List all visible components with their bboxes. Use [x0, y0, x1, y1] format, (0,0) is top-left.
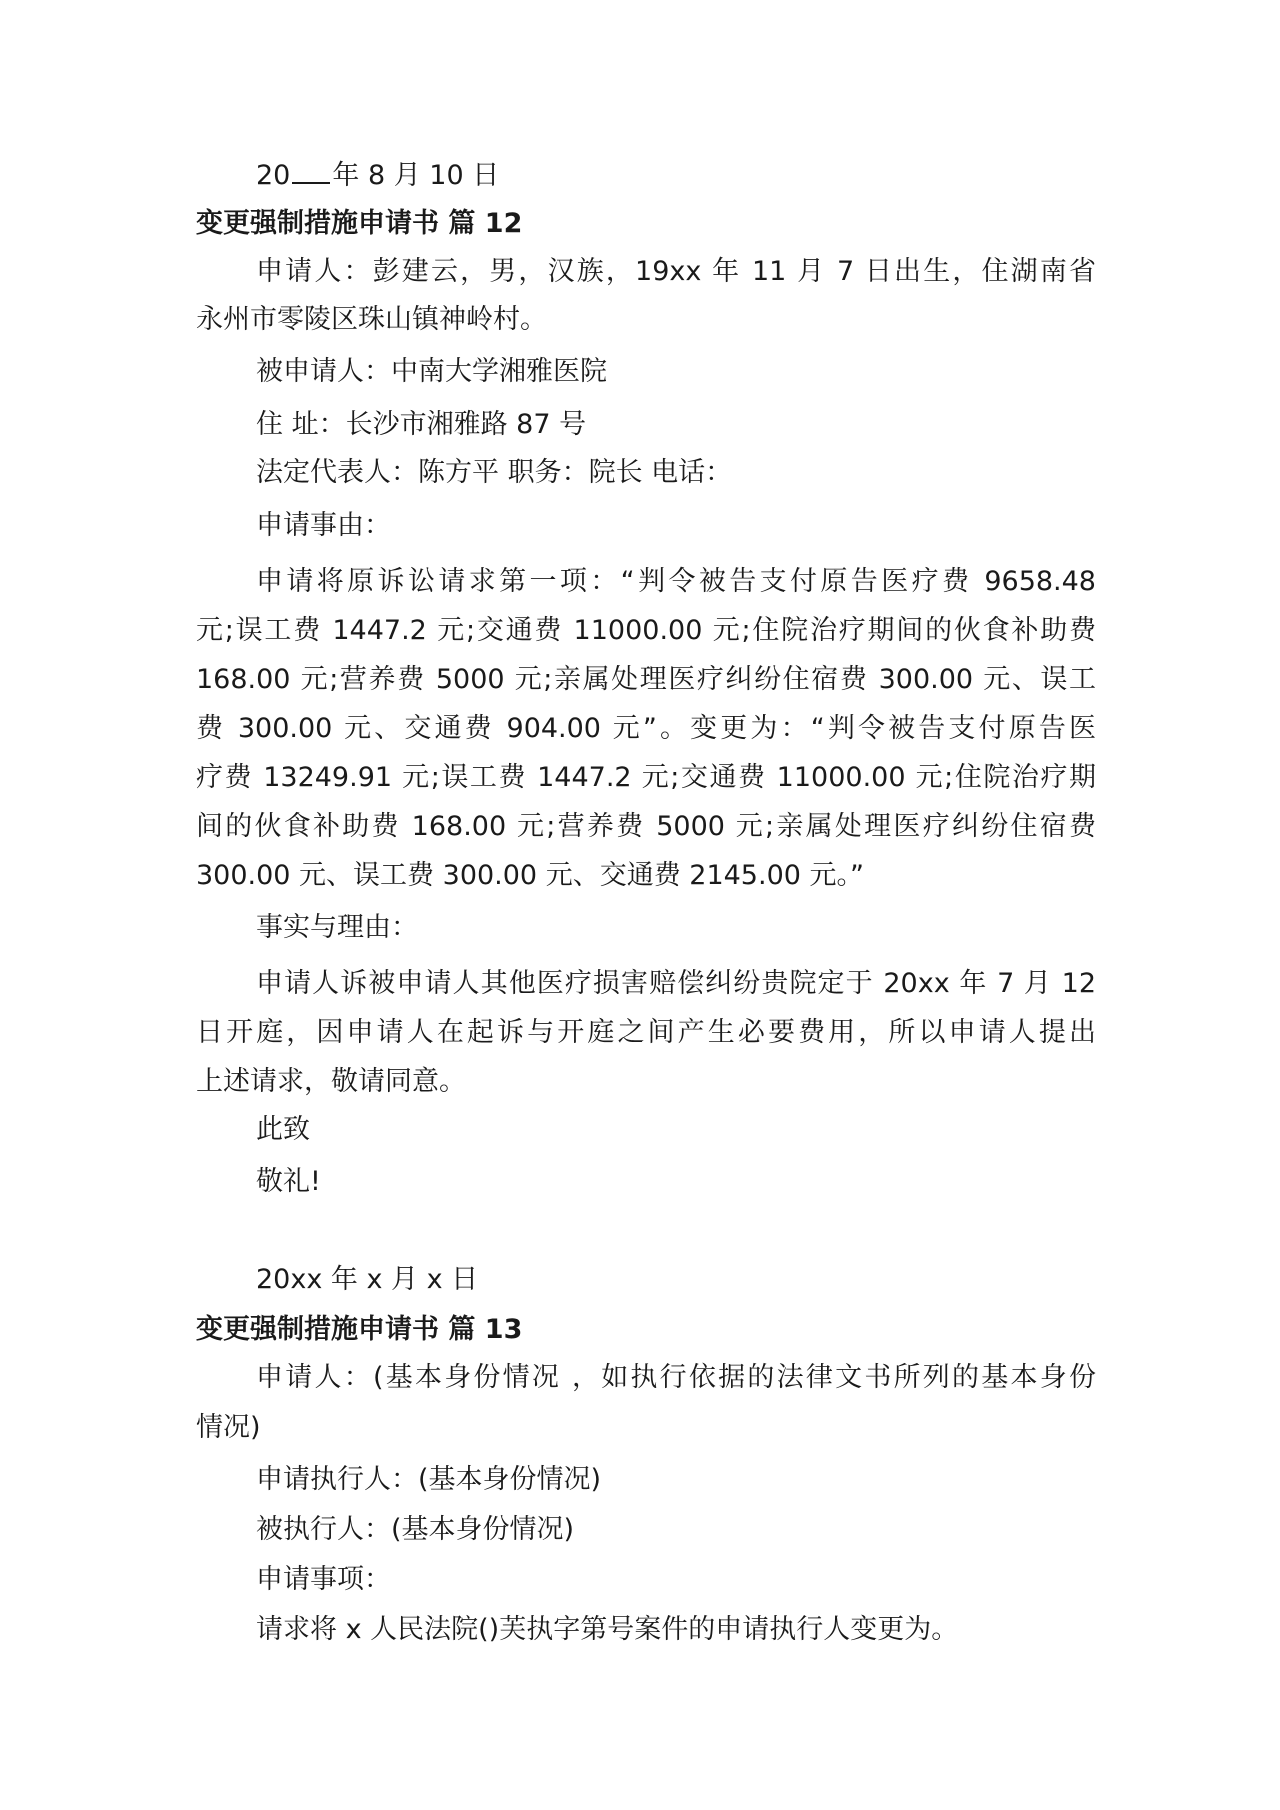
- s12-request-line-6: 间的伙食补助费 168.00 元;营养费 5000 元;亲属处理医疗纠纷住宿费: [196, 811, 1096, 842]
- s13-applicant-line-1: 申请人：(基本身份情况 ，如执行依据的法律文书所列的基本身份: [256, 1362, 1096, 1393]
- s12-request-line-2: 元;误工费 1447.2 元;交通费 11000.00 元;住院治疗期间的伙食补助费: [196, 615, 1096, 646]
- s12-request-line-3: 168.00 元;营养费 5000 元;亲属处理医疗纠纷住宿费 300.00 元、误工: [196, 664, 1096, 695]
- s12-facts-heading: 事实与理由：: [256, 912, 418, 943]
- s13-applicant-line-2: 情况): [196, 1412, 261, 1443]
- s12-reason-heading: 申请事由：: [256, 510, 391, 541]
- s12-applicant-line-2: 永州市零陵区珠山镇神岭村。: [196, 304, 547, 335]
- date-prefix: 20: [256, 160, 291, 191]
- s13-exec-applicant: 申请执行人：(基本身份情况): [256, 1464, 602, 1495]
- s12-request-line-1: 申请将原诉讼请求第一项：“判令被告支付原告医疗费 9658.48: [256, 566, 1096, 597]
- s12-respondent: 被申请人：中南大学湘雅医院: [256, 356, 607, 387]
- date-line-top: [256, 158, 499, 193]
- s12-request-line-5: 疗费 13249.91 元;误工费 1447.2 元;交通费 11000.00 元;住院治疗期: [196, 762, 1096, 793]
- s12-facts-line-3: 上述请求，敬请同意。: [196, 1066, 466, 1097]
- s12-date: 20xx 年 x 月 x 日: [256, 1264, 479, 1295]
- date-blank: [292, 158, 330, 184]
- s13-executed: 被执行人：(基本身份情况): [256, 1514, 575, 1545]
- s12-request-line-4: 费 300.00 元、交通费 904.00 元”。变更为：“判令被告支付原告医: [196, 713, 1096, 744]
- s12-applicant-line-1: 申请人：彭建云，男，汉族，19xx 年 11 月 7 日出生，住湖南省: [256, 256, 1096, 287]
- section-13-title: 变更强制措施申请书 篇 13: [196, 1314, 523, 1345]
- section-12-title: 变更强制措施申请书 篇 12: [196, 208, 523, 239]
- s12-request-line-7: 300.00 元、误工费 300.00 元、交通费 2145.00 元。”: [196, 860, 864, 891]
- s12-facts-line-2: 日开庭，因申请人在起诉与开庭之间产生必要费用，所以申请人提出: [196, 1017, 1096, 1048]
- s12-facts-line-1: 申请人诉被申请人其他医疗损害赔偿纠纷贵院定于 20xx 年 7 月 12: [256, 968, 1096, 999]
- s12-address: 住 址：长沙市湘雅路 87 号: [256, 409, 587, 440]
- s13-request: 请求将 x 人民法院()芙执字第号案件的申请执行人变更为。: [256, 1614, 959, 1645]
- s12-closing-2: 敬礼!: [256, 1166, 321, 1197]
- date-suffix: 年 8 月 10 日: [332, 160, 500, 191]
- s12-closing-1: 此致: [256, 1114, 310, 1145]
- s12-legal-rep: 法定代表人：陈方平 职务：院长 电话：: [256, 457, 733, 488]
- s13-matters-heading: 申请事项：: [256, 1564, 391, 1595]
